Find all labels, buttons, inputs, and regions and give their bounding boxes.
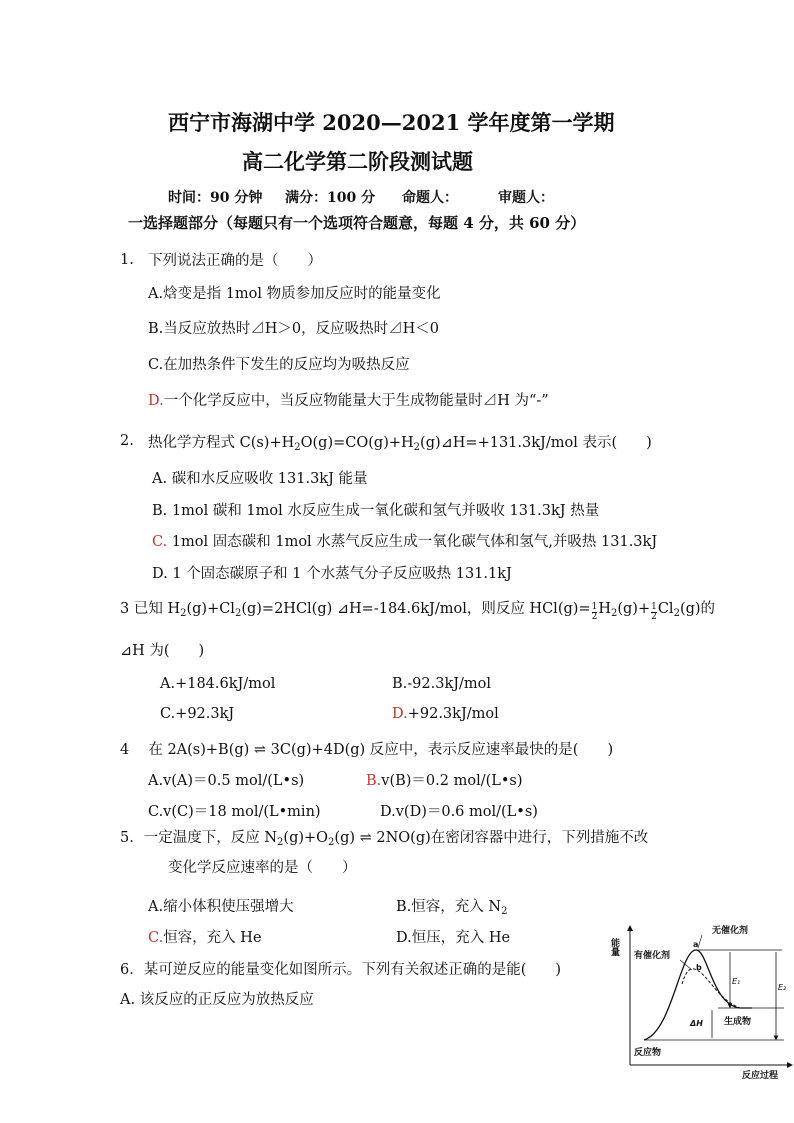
q2-option-d: D. 1 个固态碳原子和 1 个水蒸气分子反应吸热 131.1kJ [152, 566, 512, 582]
q6-stem: 6．某可逆反应的能量变化如图所示。下列有关叙述正确的是能( ) [120, 962, 562, 978]
label-e2: E₂ [778, 983, 787, 992]
q3-option-b: B.-92.3kJ/mol [392, 676, 492, 692]
exam-score: 满分：100 分 [285, 190, 376, 206]
y-axis-label: 能量 [609, 938, 619, 956]
q1-option-d: D.一个化学反应中，当反应物能量大于生成物能量时⊿H 为“-” [148, 393, 549, 409]
title-line2: 高二化学第二阶段测试题 [242, 149, 473, 174]
exam-reviewer: 审题人： [498, 190, 554, 206]
label-dh: ΔH [690, 1019, 703, 1028]
q2-option-c: C. 1mol 固态碳和 1mol 水蒸气反应生成一氧化碳气体和氢气,并吸热 131.3kJ [152, 534, 658, 550]
q3-option-d: D.+92.3kJ/mol [392, 706, 499, 722]
q6-option-a: A. 该反应的正反应为放热反应 [120, 992, 314, 1008]
q2-stem: 热化学方程式 $C(s)+H_2O(g)=CO(g)+H_2(g)⊿H=+131.3kJ$/mol 表示( ) [148, 435, 652, 453]
q1-number: 1. [120, 252, 134, 268]
q3-option-c: C.+92.3kJ [160, 706, 235, 722]
q3-option-a: A.+184.6kJ/mol [160, 676, 276, 692]
fraction-half: $\frac{1}{2}$ [651, 602, 657, 622]
x-axis-label: 反应过程 [742, 1071, 779, 1081]
title-line1: 西宁市海湖中学 2020—2021 学年度第一学期 [168, 110, 615, 135]
exam-time: 时间：90 分钟 [168, 190, 263, 206]
label-reactant: 反应物 [634, 1048, 662, 1058]
q5-option-c: C.恒容，充入 He [148, 930, 262, 946]
q2-option-a: A. 碳和水反应吸收 131.3kJ 能量 [152, 471, 368, 487]
q4-option-c: C.v(C)＝18 mol/(L•min) [148, 804, 321, 820]
fraction-half: $\frac{1}{2}$ [591, 602, 598, 622]
q4-stem: 4 在 2A(s)+B(g) ⇌ 3C(g)+4D(g) 反应中，表示反应速率最快的是( ) [120, 742, 614, 758]
q1-option-a: A.焓变是指 1mol 物质参加反应时的能量变化 [148, 286, 441, 302]
exam-author: 命题人： [402, 190, 458, 206]
q2-number: 2. [120, 433, 134, 449]
q5-option-b: B.恒容，充入 $N_2$ [396, 899, 508, 917]
pointer-no-catalyst [698, 935, 702, 948]
q1-option-c: C.在加热条件下发生的反应均为吸热反应 [148, 357, 410, 373]
label-product: 生成物 [724, 1017, 752, 1027]
point-a: a [693, 940, 699, 949]
energy-diagram [609, 920, 794, 1081]
label-with-catalyst: 有催化剂 [634, 951, 671, 961]
q1-stem: 下列说法正确的是（ ） [148, 253, 322, 269]
point-b: b [696, 963, 702, 972]
q1-option-b: B.当反应放热时⊿H＞0，反应吸热时⊿H＜0 [148, 321, 440, 337]
q5-option-a: A.缩小体积使压强增大 [148, 899, 294, 915]
label-no-catalyst: 无催化剂 [712, 926, 749, 936]
q5-option-d: D.恒压，充入 He [396, 930, 511, 946]
q5-stem-line2: 变化学反应速率的是（ ） [168, 860, 357, 876]
q4-option-d: D.v(D)＝0.6 mol/(L•s) [380, 804, 538, 820]
q5-stem: 5．一定温度下，反应 $N_2(g)+O_2(g)$ ⇌ 2NO(g)在密闭容器中进行，下列措施不改 [120, 830, 649, 848]
q3-stem-line2: ⊿H 为( ) [120, 643, 205, 659]
q4-option-b: B.v(B)＝0.2 mol/(L•s) [366, 773, 523, 789]
label-e1: E₁ [732, 977, 741, 986]
q4-option-a: A.v(A)＝0.5 mol/(L•s) [148, 773, 305, 789]
q2-option-b: B. 1mol 碳和 1mol 水反应生成一氧化碳和氢气并吸收 131.3kJ 热量 [152, 503, 600, 519]
q3-stem: 3 已知 $H_2(g)+Cl_2(g)=2HCl(g)$ ⊿H=-184.6kJ/mol，则反应 HCl(g)= $\frac{1}{2}$ $H_2(g)+$ $\frac{1}{2}$ $Cl_2(g)$的 [120, 601, 716, 622]
section-heading: 一选择题部分（每题只有一个选项符合题意，每题 4 分，共 60 分） [128, 214, 586, 232]
